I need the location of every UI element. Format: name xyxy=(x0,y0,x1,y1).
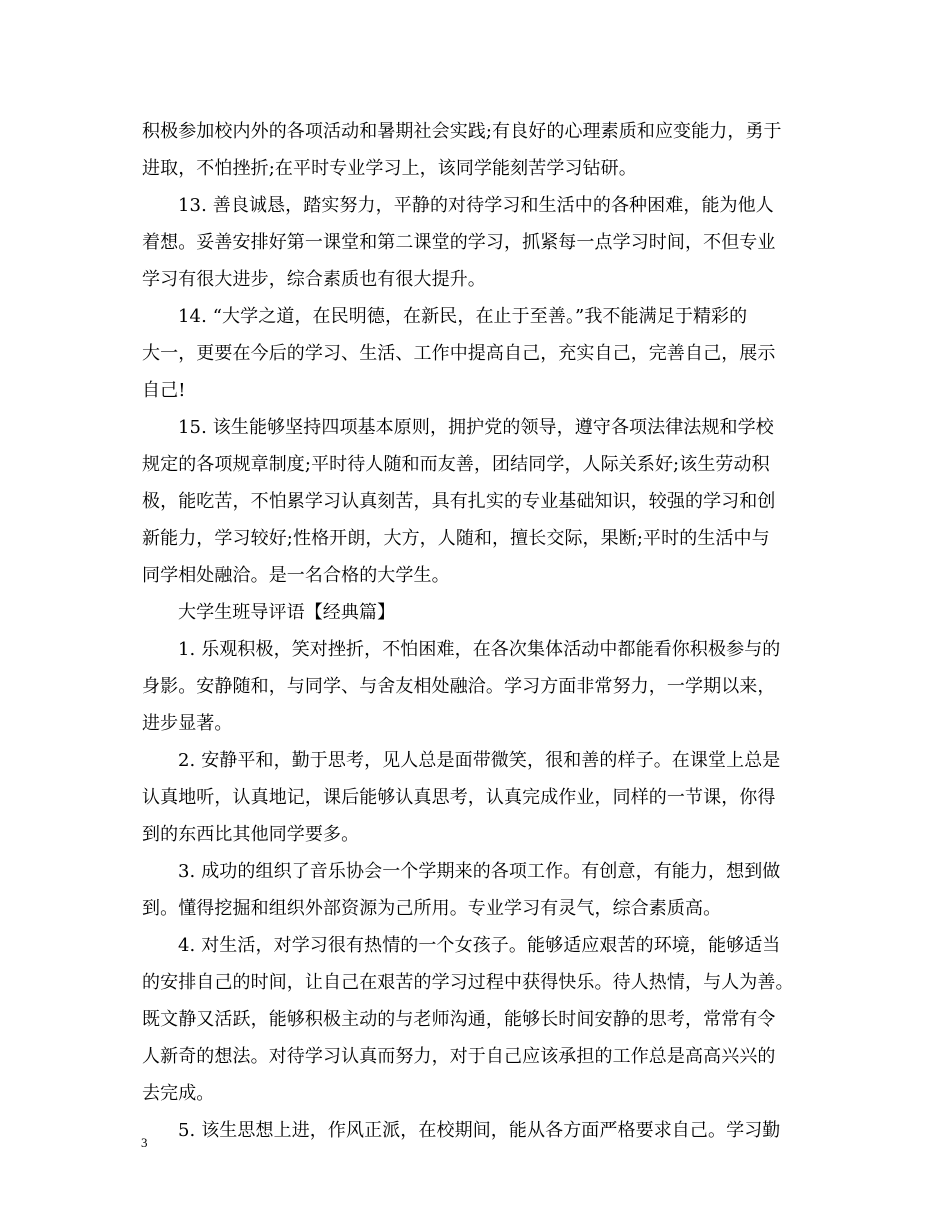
text-line: 新能力，学习较好;性格开朗，大方，人随和，擅长交际，果断;平时的生活中与 xyxy=(142,528,770,549)
text-line: 到的东西比其他同学要多。 xyxy=(142,824,360,845)
text-line-item-15: 15. 该生能够坚持四项基本原则，拥护党的领导，遵守各项法律法规和学校 xyxy=(178,417,774,438)
text-line: 到。懂得挖掘和组织外部资源为己所用。专业学习有灵气，综合素质高。 xyxy=(142,898,722,919)
text-line: 积极参加校内外的各项活动和暑期社会实践;有良好的心理素质和应变能力，勇于 xyxy=(142,121,782,142)
text-line: 认真地听，认真地记，课后能够认真思考，认真完成作业，同样的一节课，你得 xyxy=(142,787,776,808)
text-line: 的安排自己的时间，让自己在艰苦的学习过程中获得快乐。待人热情，与人为善。 xyxy=(142,972,794,993)
text-line: 身影。安静随和，与同学、与舍友相处融洽。学习方面非常努力，一学期以来， xyxy=(142,676,776,697)
section-heading: 大学生班导评语【经典篇】 xyxy=(178,602,396,623)
document-body xyxy=(142,113,810,1149)
text-line-item-3: 3. 成功的组织了音乐协会一个学期来的各项工作。有创意，有能力，想到做 xyxy=(178,861,781,882)
text-line: 既文静又活跃，能够积极主动的与老师沟通，能够长时间安静的思考，常常有令 xyxy=(142,1009,776,1030)
text-line-item-14: 14. “大学之道，在民明德，在新民，在止于至善。”我不能满足于精彩的 xyxy=(178,306,748,327)
text-line-item-5: 5. 该生思想上进，作风正派，在校期间，能从各方面严格要求自己。学习勤 xyxy=(178,1120,781,1141)
text-line: 同学相处融洽。是一名合格的大学生。 xyxy=(142,565,450,586)
text-line: 进取，不怕挫折;在平时专业学习上，该同学能刻苦学习钻研。 xyxy=(142,158,637,179)
text-line-item-4: 4. 对生活，对学习很有热情的一个女孩子。能够适应艰苦的环境，能够适当 xyxy=(178,935,781,956)
page-number: 3 xyxy=(141,1135,148,1150)
text-line: 自己! xyxy=(142,380,186,401)
text-line: 学习有很大进步，综合素质也有很大提升。 xyxy=(142,269,486,290)
text-line: 大一，更要在今后的学习、生活、工作中提高自己，充实自己，完善自己，展示 xyxy=(142,343,776,364)
text-line-item-2: 2. 安静平和，勤于思考，见人总是面带微笑，很和善的样子。在课堂上总是 xyxy=(178,750,781,771)
text-line-item-13: 13. 善良诚恳，踏实努力，平静的对待学习和生活中的各种困难，能为他人 xyxy=(178,195,774,216)
text-line: 极，能吃苦，不怕累学习认真刻苦，具有扎实的专业基础知识，较强的学习和创 xyxy=(142,491,776,512)
text-line-item-1: 1. 乐观积极，笑对挫折，不怕困难，在各次集体活动中都能看你积极参与的 xyxy=(178,639,781,660)
text-line: 进步显著。 xyxy=(142,713,233,734)
text-line: 去完成。 xyxy=(142,1083,215,1104)
text-line: 规定的各项规章制度;平时待人随和而友善，团结同学，人际关系好;该生劳动积 xyxy=(142,454,770,475)
text-line: 人新奇的想法。对待学习认真而努力，对于自己应该承担的工作总是高高兴兴的 xyxy=(142,1046,776,1067)
text-line: 着想。妥善安排好第一课堂和第二课堂的学习，抓紧每一点学习时间，不但专业 xyxy=(142,232,776,253)
